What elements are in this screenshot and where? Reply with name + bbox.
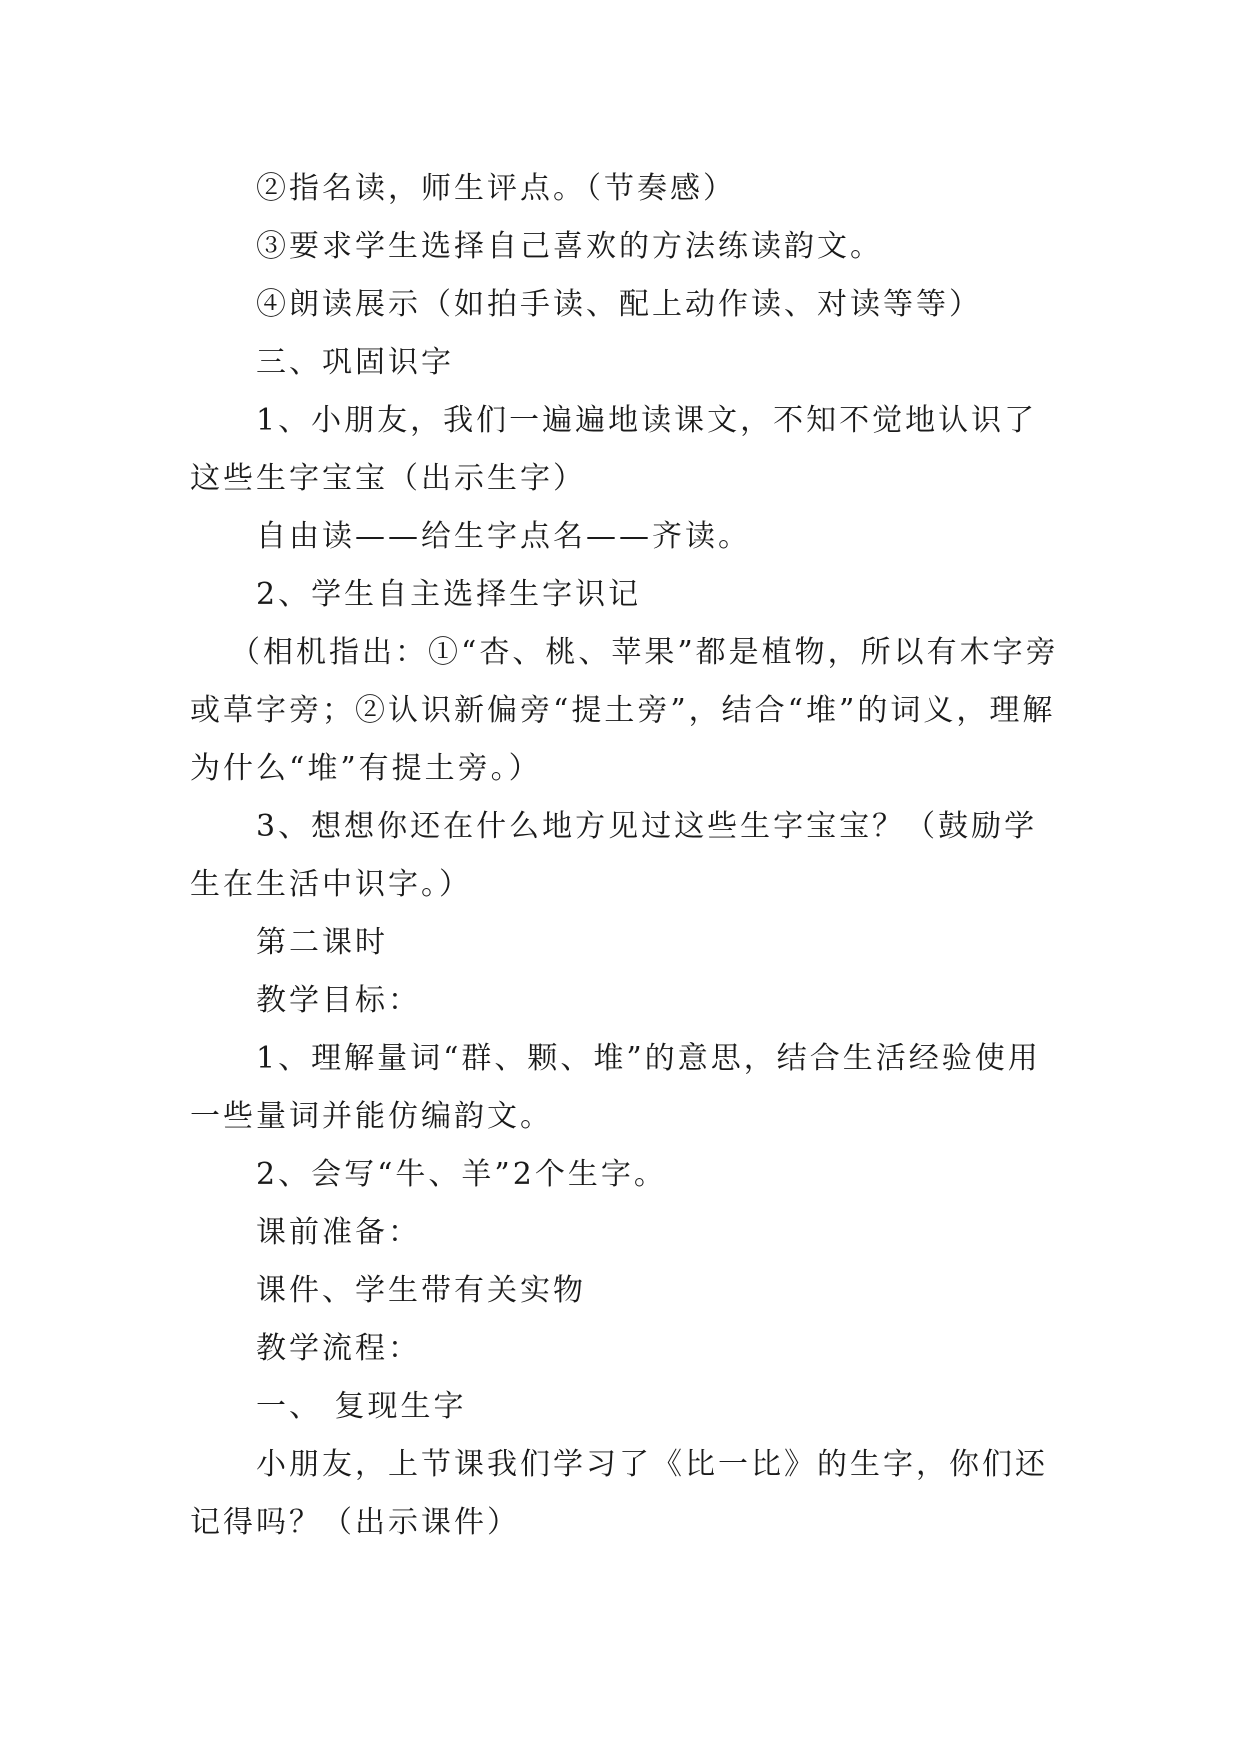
heading-teaching-goals: 教学目标： [256, 983, 421, 1018]
paragraph-teacher-notes: （相机指出：①“杏、桃、苹果”都是植物，所以有木字旁或草字旁；②认识新偏旁“提土旁”，结合“堆”的词义，理解为什么“堆”有提土旁。） [190, 635, 1059, 786]
paragraph-practice-reading: ③要求学生选择自己喜欢的方法练读韵文。 [256, 229, 883, 264]
paragraph-free-reading: 自由读——给生字点名——齐读。 [256, 519, 751, 554]
section-heading-consolidate: 三、巩固识字 [256, 345, 454, 380]
section-heading-review: 一、 复现生字 [256, 1389, 467, 1424]
paragraph-preparation-items: 课件、学生带有关实物 [256, 1273, 586, 1308]
paragraph-reading-show: ④朗读展示（如拍手读、配上动作读、对读等等） [256, 287, 982, 322]
paragraph-self-selection: 2、学生自主选择生字识记 [256, 577, 642, 612]
paragraph-goal-1: 1、理解量词“群、颗、堆”的意思，结合生活经验使用一些量词并能仿编韵文。 [190, 1041, 1041, 1134]
paragraph-review-intro: 小朋友，上节课我们学习了《比一比》的生字，你们还记得吗？（出示课件） [190, 1447, 1048, 1540]
heading-teaching-process: 教学流程： [256, 1331, 421, 1366]
paragraph-show-characters: 1、小朋友，我们一遍遍地读课文，不知不觉地认识了这些生字宝宝（出示生字） [190, 403, 1038, 496]
document-body [190, 160, 1070, 1552]
paragraph-where-seen: 3、想想你还在什么地方见过这些生字宝宝？（鼓励学生在生活中识字。） [190, 809, 1038, 902]
heading-preparation: 课前准备： [256, 1215, 421, 1250]
paragraph-goal-2: 2、会写“牛、羊”2个生字。 [256, 1157, 667, 1192]
heading-second-lesson: 第二课时 [256, 925, 388, 960]
paragraph-reading-evaluation: ②指名读，师生评点。（节奏感） [256, 171, 736, 206]
